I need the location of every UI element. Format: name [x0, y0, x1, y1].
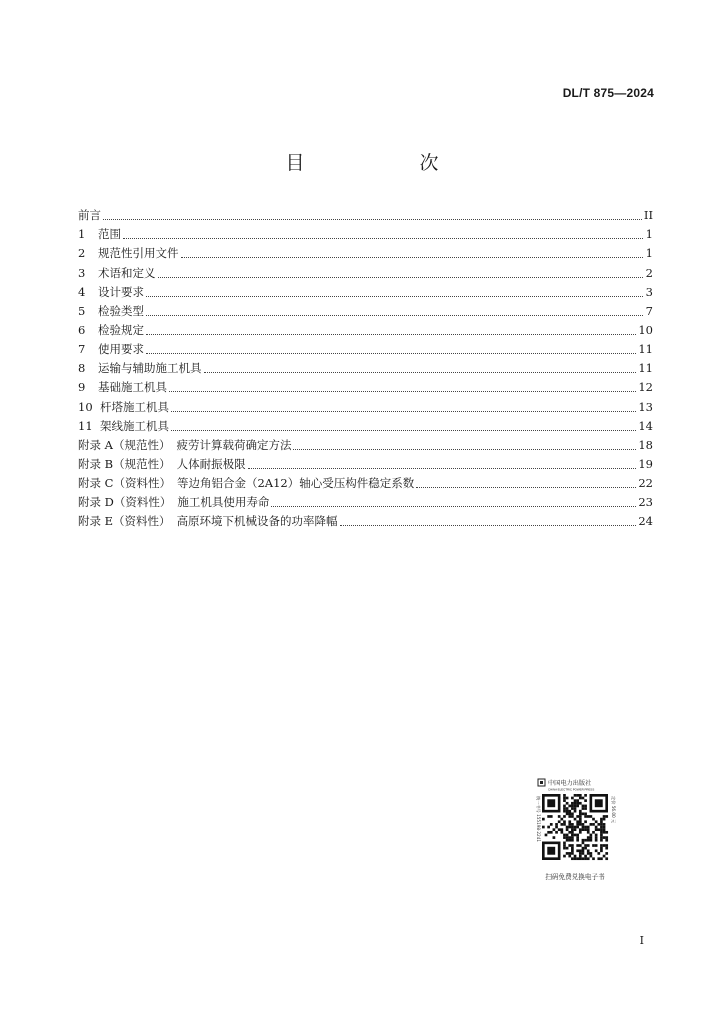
- toc-dot-leader: [146, 315, 643, 316]
- toc-entry-page: 24: [638, 514, 653, 529]
- toc-dot-leader: [146, 353, 636, 354]
- toc-entry-page: 23: [638, 495, 653, 510]
- toc-entry-page: 13: [638, 399, 653, 414]
- toc-entry-page: 12: [638, 380, 653, 395]
- qr-code-block: [528, 776, 622, 888]
- toc-entry-number: 11: [78, 418, 93, 433]
- toc-entry: [78, 436, 653, 455]
- toc-entry-number: 5: [78, 303, 86, 318]
- toc-entry-appendix-prefix: 附录 B（规范性）: [78, 456, 171, 471]
- toc-entry: [78, 474, 653, 493]
- toc-entry-page: 10: [638, 322, 653, 337]
- qr-side-text-left: 统一书号 155198·2241: [536, 796, 541, 843]
- toc-entry-page: 2: [645, 265, 653, 280]
- toc-entry-page: 14: [638, 418, 653, 433]
- toc-entry: [78, 417, 653, 436]
- page-number: I: [639, 934, 644, 947]
- toc-entry-label: 使用要求: [98, 342, 144, 357]
- toc-entry-label: 检验规定: [98, 322, 144, 337]
- toc-entry: [78, 225, 653, 244]
- qr-publisher: 中国电力出版社: [548, 780, 592, 787]
- toc-entry-number: 3: [78, 265, 86, 280]
- qr-side-text-right: 定价 56.00 元: [611, 796, 616, 824]
- toc-entry-label: 术语和定义: [98, 265, 156, 280]
- toc-dot-leader: [169, 391, 636, 392]
- toc-entry-number: 7: [78, 342, 86, 357]
- toc-entry-page: 11: [638, 361, 653, 376]
- toc-entry-label: 施工机具使用寿命: [177, 495, 270, 510]
- toc-entry-page: II: [643, 208, 653, 223]
- qr-caption: 扫码免费兑换电子书: [545, 873, 605, 881]
- toc-entry: [78, 283, 653, 302]
- toc-entry-label: 检验类型: [98, 303, 144, 318]
- toc-dot-leader: [146, 296, 643, 297]
- toc-entry-label: 规范性引用文件: [98, 246, 179, 261]
- toc-entry-label: 架线施工机具: [100, 418, 169, 433]
- page-title: 目 次: [285, 152, 487, 174]
- toc-entry-label: 等边角铝合金（2A12）轴心受压构件稳定系数: [176, 476, 415, 491]
- toc-entry-number: 2: [78, 246, 86, 261]
- toc-entry-number: 1: [78, 227, 86, 242]
- toc-entry-number: 6: [78, 322, 86, 337]
- toc-entry-number: 8: [78, 361, 86, 376]
- toc-entry: [78, 397, 653, 416]
- toc-entry-label: 设计要求: [98, 284, 144, 299]
- toc-entry-page: 7: [645, 303, 653, 318]
- table-of-contents: [78, 206, 653, 531]
- toc-entry-number: 10: [78, 399, 93, 414]
- toc-entry: [78, 378, 653, 397]
- toc-entry: [78, 302, 653, 321]
- toc-entry-label: 人体耐振极限: [176, 456, 246, 471]
- toc-entry-appendix-prefix: 附录 E（资料性）: [78, 514, 171, 529]
- toc-entry-page: 19: [638, 456, 653, 471]
- toc-dot-leader: [340, 525, 637, 526]
- toc-dot-leader: [271, 506, 636, 507]
- qr-code-icon: [542, 794, 608, 860]
- toc-entry: [78, 263, 653, 282]
- toc-entry-page: 3: [645, 284, 653, 299]
- toc-dot-leader: [171, 430, 636, 431]
- toc-entry: [78, 321, 653, 340]
- toc-entry: [78, 455, 653, 474]
- toc-entry-page: 11: [638, 342, 653, 357]
- toc-entry-page: 18: [638, 437, 653, 452]
- toc-entry-label: 范围: [98, 227, 121, 242]
- toc-dot-leader: [123, 238, 643, 239]
- toc-entry-page: 1: [645, 246, 653, 261]
- toc-dot-leader: [248, 468, 637, 469]
- toc-dot-leader: [146, 334, 636, 335]
- toc-entry-label: 前言: [78, 208, 101, 223]
- standard-number: DL/T 875—2024: [562, 86, 654, 100]
- toc-entry: [78, 359, 653, 378]
- toc-entry: [78, 493, 653, 512]
- toc-entry-page: 22: [638, 476, 653, 491]
- toc-entry-label: 杆塔施工机具: [100, 399, 169, 414]
- toc-dot-leader: [171, 411, 636, 412]
- toc-dot-leader: [204, 372, 637, 373]
- toc-entry-appendix-prefix: 附录 A（规范性）: [78, 437, 171, 452]
- toc-dot-leader: [293, 449, 636, 450]
- toc-entry-label: 高原环境下机械设备的功率降幅: [176, 514, 338, 529]
- toc-entry-number: 4: [78, 284, 86, 299]
- qr-publisher-en: CHINA ELECTRIC POWER PRESS: [548, 787, 595, 792]
- toc-entry: [78, 512, 653, 531]
- toc-dot-leader: [103, 219, 642, 220]
- toc-entry-appendix-prefix: 附录 C（资料性）: [78, 476, 171, 491]
- toc-dot-leader: [416, 487, 636, 488]
- toc-entry-appendix-prefix: 附录 D（资料性）: [78, 495, 172, 510]
- toc-entry-label: 疲劳计算载荷确定方法: [176, 437, 292, 452]
- toc-dot-leader: [181, 257, 644, 258]
- toc-entry: [78, 206, 653, 225]
- toc-entry-number: 9: [78, 380, 86, 395]
- toc-entry-label: 运输与辅助施工机具: [98, 361, 202, 376]
- toc-entry-page: 1: [645, 227, 653, 242]
- qr-code-graphic: [528, 776, 622, 888]
- toc-dot-leader: [158, 277, 644, 278]
- toc-entry-label: 基础施工机具: [98, 380, 167, 395]
- toc-entry: [78, 340, 653, 359]
- toc-entry: [78, 244, 653, 263]
